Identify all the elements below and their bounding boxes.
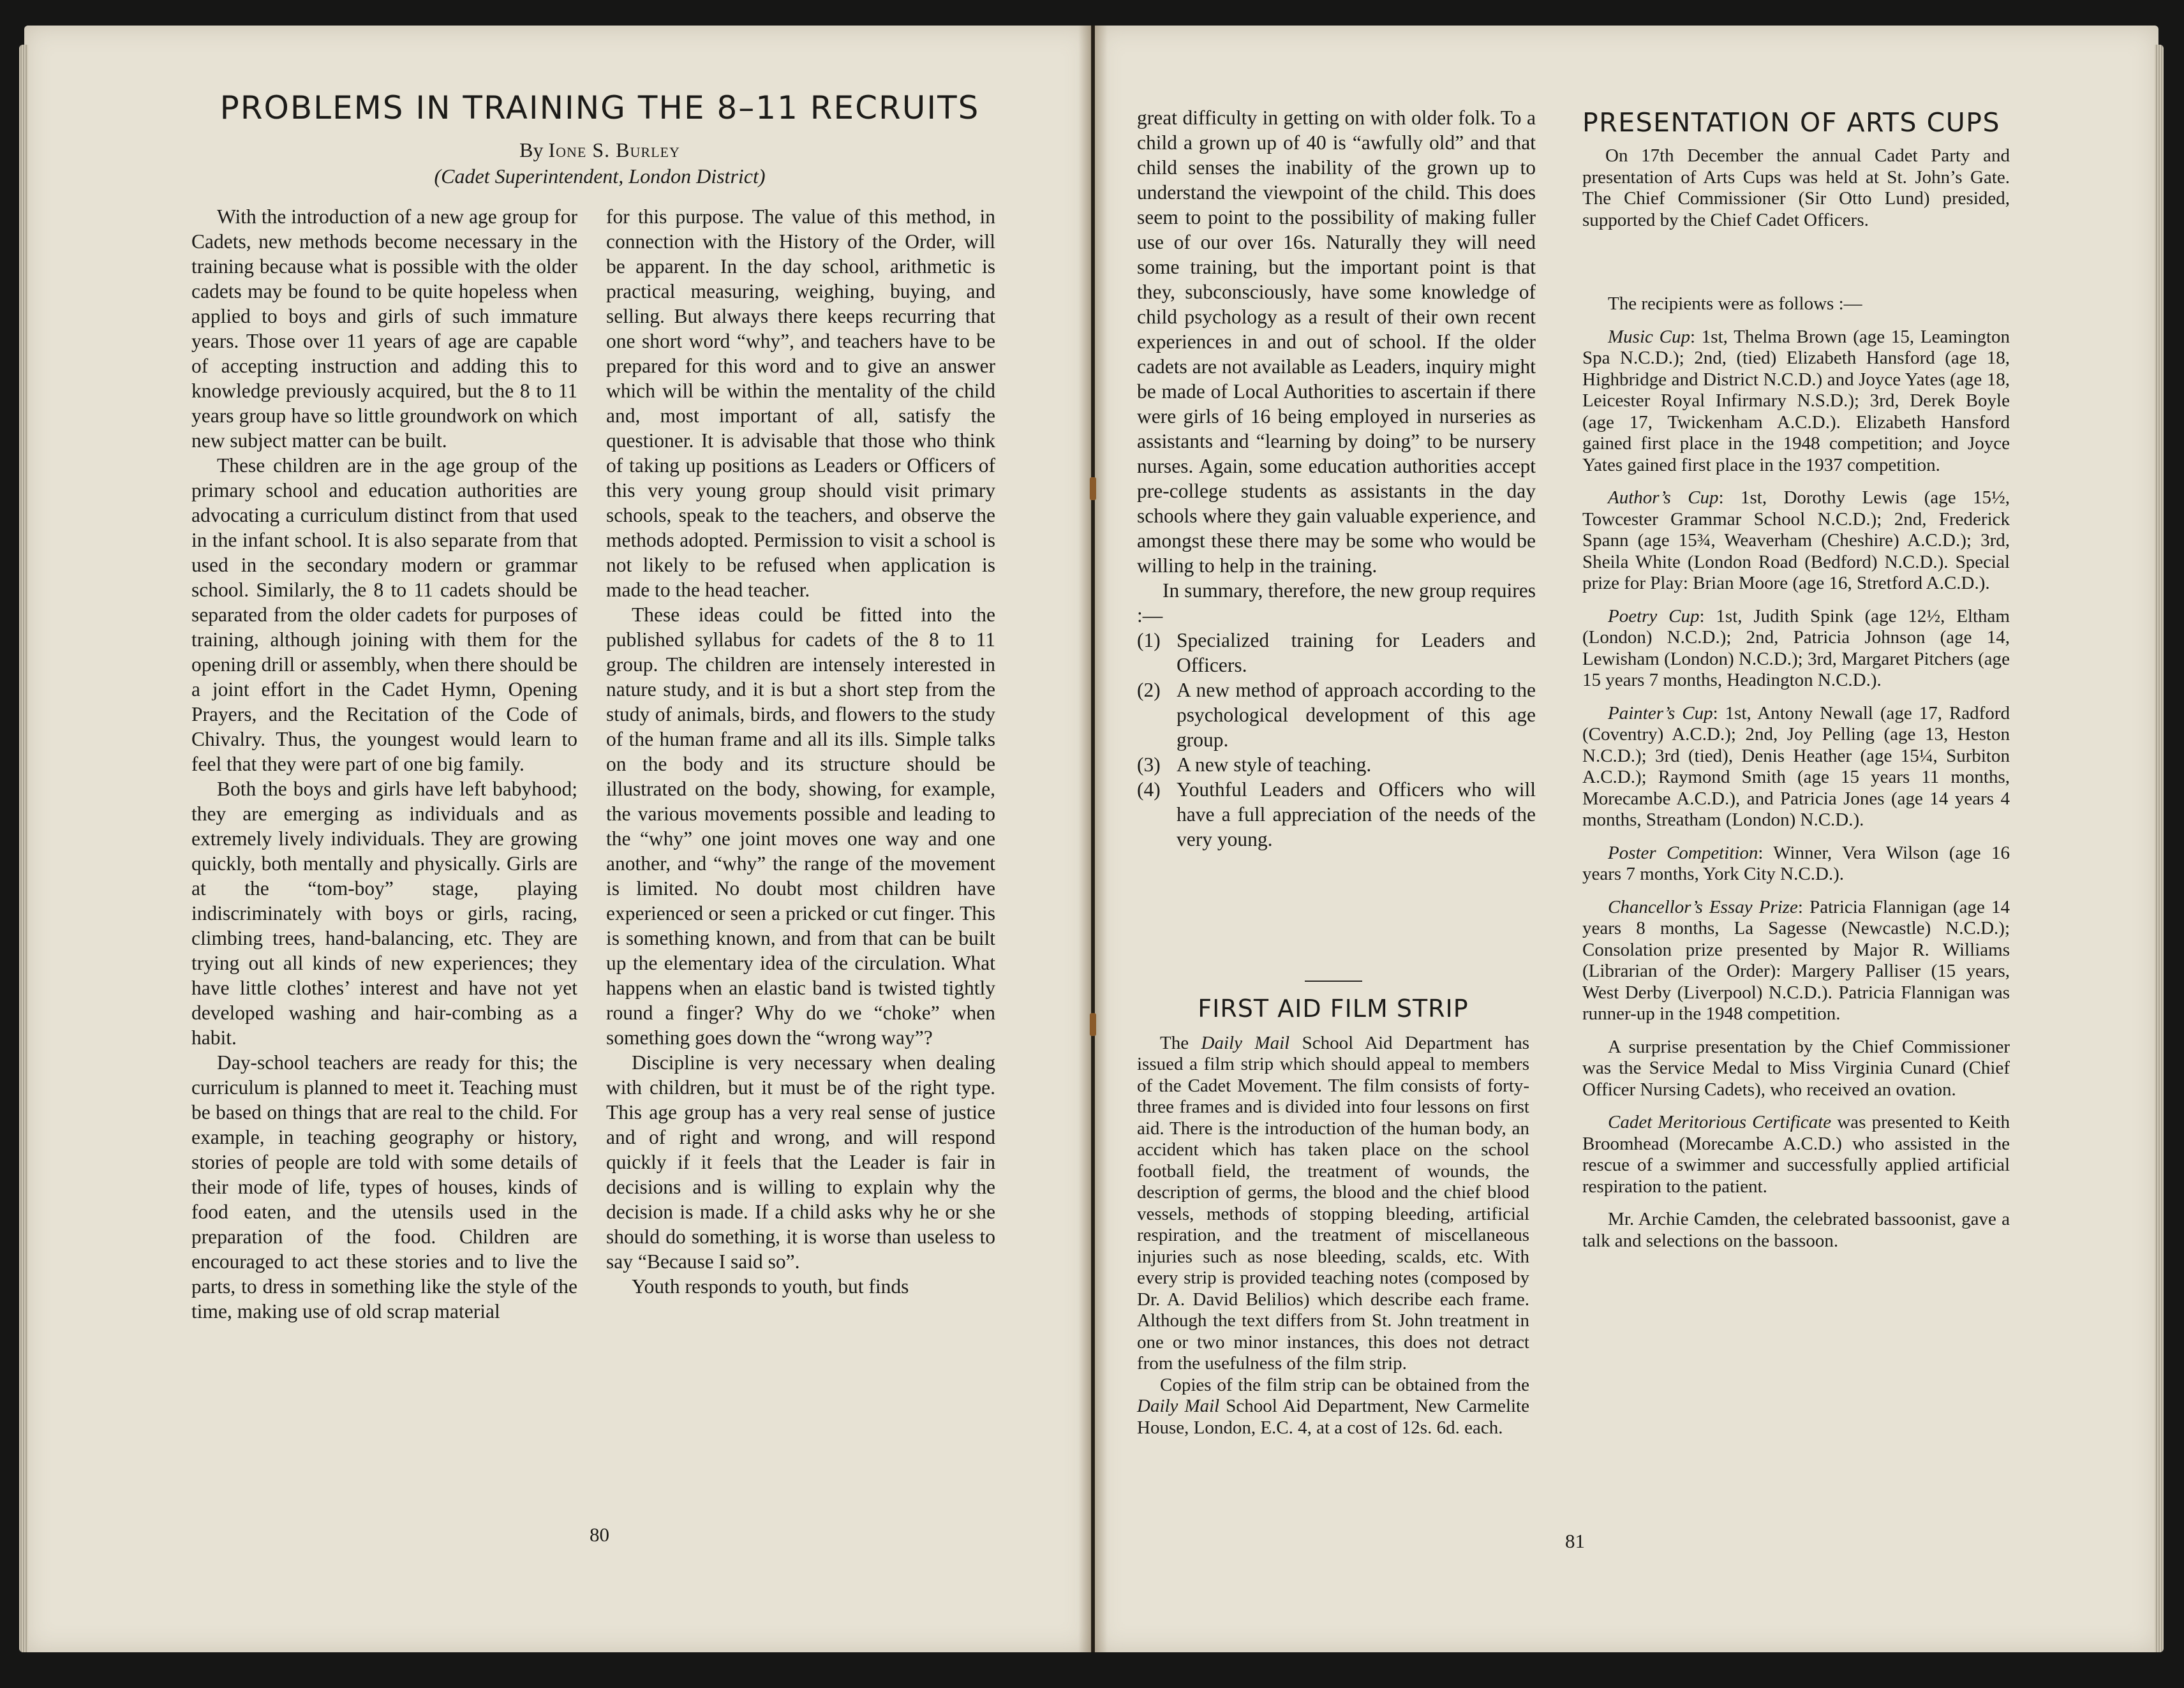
paragraph: Youth responds to youth, but finds — [632, 1275, 909, 1298]
text-run: School Aid Department, New Carmelite House, London, E.C. 4, at a cost of 12s. 6d. each. — [1137, 1396, 1529, 1438]
page-edges-right — [2155, 45, 2164, 1652]
text-run: School Aid Department has issued a film strip which should appeal to members of the Cadet Movement. The film consists of forty-three frames and is divided into four lessons on first aid. There is the introduction of the human body, an accident which has taken place on the school football field, the treatment of wounds, the description of germs, the blood and the chief blood vessels, methods of stopping bleeding, artificial respiration, and the treatment of miscellaneous injuries such as nose bleeding, scalds, etc. With every strip is provided teaching notes (composed by Dr. A. David Belilios) which describe each frame. Although the text differs from St. John treatment in one or two minor instances, this does not detract from the usefulness of the film strip. — [1137, 1032, 1529, 1373]
paragraph: The recipients were as follows :— — [1608, 293, 1862, 314]
award-entry — [1582, 703, 2010, 831]
text-run: The — [1160, 1032, 1201, 1053]
award-entry — [1582, 487, 2010, 595]
byline-prefix: By — [519, 138, 544, 161]
arts-cups-intro — [1582, 145, 2010, 242]
page-edges-left — [19, 45, 28, 1652]
newspaper-name: Daily Mail — [1137, 1396, 1220, 1416]
paragraph: Day-school teachers are ready for this; the curriculum is planned to meet it. Teaching must be based on things that are real to the child. For example, in teaching geography or history, stories of people are told with some details of their mode of life, types of houses, kinds of food eaten, and the utensils used in the preparation of the food. Children are encouraged to act these stories and to live the parts, to dress in something like the style of the time, making use of old scrap material — [191, 1051, 577, 1322]
award-text: : 1st, Judith Spink (age 12½, Eltham (London) N.C.D.); 2nd, Patricia Johnson (age 14, Lewisham (London) N.C.D.); 3rd, Margaret Pitchers (age 15 years 7 months, Headington N.C.D.). — [1582, 605, 2010, 690]
page-number: 81 — [1565, 1530, 1585, 1552]
paragraph — [1137, 1033, 1529, 1375]
page-number: 80 — [590, 1523, 609, 1546]
award-entry — [1582, 843, 2010, 885]
article-column-3 — [1137, 105, 1536, 852]
item-text: Youthful Leaders and Officers who will have a full appreciation of the needs of the very young. — [1177, 778, 1536, 850]
article-column-2 — [606, 204, 995, 1299]
staple — [1090, 477, 1096, 500]
list-item — [1137, 752, 1536, 777]
item-text: A new style of teaching. — [1177, 753, 1372, 776]
item-number: (3) — [1137, 753, 1161, 776]
text-run: Copies of the film strip can be obtained from the — [1160, 1374, 1529, 1395]
book-gutter — [1078, 26, 1108, 1652]
paragraph: These children are in the age group of the primary school and education authorities are advocating a curriculum distinct from that used in the infant school. It is also separate from that used in the secondary modern or grammar school. Similarly, the 8 to 11 cadets should be separated from the older cadets for purposes of training, although joining with them for the opening drill or assembly, when there should be a joint effort in the Cadet Hymn, Opening Prayers, and the Recitation of the Code of Chivalry. Thus, the youngest would learn to feel that they were part of one big family. — [191, 454, 577, 775]
article-column-1 — [191, 204, 577, 1324]
award-entry — [1582, 1112, 2010, 1197]
item-number: (4) — [1137, 778, 1161, 801]
list-item — [1137, 777, 1536, 852]
award-entry — [1582, 606, 2010, 692]
section-heading: FIRST AID FILM STRIP — [1198, 995, 1469, 1023]
paragraph: A surprise presentation by the Chief Commissioner was the Service Medal to Miss Virginia Cunard (Chief Officer Nursing Cadets), who received an ovation. — [1582, 1036, 2010, 1100]
article-byline — [185, 138, 1014, 162]
award-title: Poetry Cup — [1608, 605, 1700, 626]
award-entry — [1582, 897, 2010, 1025]
award-text: : 1st, Antony Newall (age 17, Radford (Coventry) A.C.D.); 2nd, Joy Pelling (age 13, Heston N.C.D.); 3rd (tied), Denis Heather (age 15¼, Surbiton A.C.D.); Raymond Smith (age 15 years 11 months, Morecambe A.C.D.), and Patricia Jones (age 14 years 4 months, Streatham (London) N.C.D.). — [1582, 702, 2010, 830]
newspaper-name: Daily Mail — [1201, 1032, 1290, 1053]
paragraph: With the introduction of a new age group for Cadets, new methods become necessary in the training because what is possible with the older cadets may be found to be quite hopeless when applied to boys and girls of such immature years. Those over 11 years of age are capable of accepting instruction and adding this to knowledge previously acquired, but the 8 to 11 years group have so little groundwork on which new subject matter can be built. — [191, 205, 577, 452]
paragraph: Both the boys and girls have left babyhood; they are emerging as individuals and as extremely lively individuals. They are growing quickly, both mentally and physically. Girls are at the “tom-boy” stage, playing indiscriminately with boys or girls, racing, climbing trees, hand-balancing, etc. They are trying out all kinds of new experiences; they have little clothes’ interest and have not yet developed washing and hair-combing as a habit. — [191, 778, 577, 1049]
paragraph: In summary, therefore, the new group requires :— — [1137, 579, 1536, 626]
staple — [1090, 1013, 1096, 1036]
author-role: (Cadet Superintendent, London District) — [434, 165, 766, 188]
award-title: Poster Competition — [1608, 842, 1758, 863]
award-entry — [1582, 327, 2010, 477]
award-title: Painter’s Cup — [1608, 702, 1713, 723]
award-text: : Winner, Vera Wilson (age 16 years 7 months, York City N.C.D.). — [1582, 842, 2010, 884]
requirements-list — [1137, 628, 1536, 852]
award-text: : 1st, Dorothy Lewis (age 15½, Towcester Grammar School N.C.D.); 2nd, Frederick Spann (age 15¾, Weaverham (Cheshire) A.C.D.); 3rd, Sheila White (London Road (Bedford) N.C.D.). Special prize for Play: Brian Moore (age 16, Stretford A.C.D.). — [1582, 487, 2010, 593]
item-text: A new method of approach according to the psychological development of this age group. — [1177, 679, 1536, 751]
paragraph: great difficulty in getting on with older folk. To a child a grown up of 40 is “awfully old” and that child senses the inability of the grown up to understand the viewpoint of the child. This does seem to point to the possibility of making fuller use of our over 16s. Naturally they will need some training, but the important point is that they, subconsciously, have some knowledge of child psychology as a result of their own recent experiences in and out of school. If the older cadets are not available as Leaders, inquiry might be made of Local Authorities to ascertain if there were girls of 16 being employed in nurseries as assistants and “learning by doing” to be nursery nurses. Again, some education authorities accept pre-college students as assistants in the day schools where they gain valuable experience, and amongst these there may be some who would be willing to help in the training. — [1137, 107, 1536, 577]
paragraph: Mr. Archie Camden, the celebrated bassoonist, gave a talk and selections on the bassoon. — [1582, 1209, 2010, 1251]
award-title: Author’s Cup — [1608, 487, 1719, 508]
award-text: : Patricia Flannigan (age 14 years 8 months, La Sagesse (Newcastle) N.C.D.); Consolation prize presented by Major R. Williams (Librarian of the Order): Margery Palliser (15 years, West Derby (Liverpool) N.C.D.). Patricia Flannigan was runner-up in the 1948 competition. — [1582, 896, 2010, 1024]
arts-cups-awards — [1582, 293, 2010, 1252]
paragraph: These ideas could be fitted into the published syllabus for cadets of the 8 to 11 group. The children are intensely interested in nature study, and it is but a short step from the study of animals, birds, and flowers to the study of the human frame and all its ills. Simple talks on the body and its structure should be illustrated on the body, showing, for example, the various movements possible and leading to the “why” one joint moves one way and one another, and “why” the range of the movement is limited. No doubt most children have experienced or seen a pricked or cut finger. This is something known, and from that can be built up the elementary idea of the circulation. What happens when an elastic band is twisted tightly round a finger? Why do we “choke” when something goes down the “wrong way”? — [606, 603, 995, 1049]
award-title: Chancellor’s Essay Prize — [1608, 896, 1798, 917]
item-number: (2) — [1137, 679, 1161, 701]
list-item — [1137, 677, 1536, 752]
first-aid-section — [1137, 960, 1529, 1439]
author-name: Ione S. Burley — [548, 138, 680, 161]
award-title: Cadet Meritorious Certificate — [1608, 1112, 1832, 1132]
item-number: (1) — [1137, 629, 1161, 651]
paragraph: Discipline is very necessary when dealing with children, but it must be of the right type. This age group has a very real sense of justice and of right and wrong, and will respond quickly if it feels that the Leader is fair in decisions and is willing to explain why the decision is made. If a child asks why he or she should do something, it is worse than useless to say “Because I said so”. — [606, 1051, 995, 1273]
paragraph: On 17th December the annual Cadet Party and presentation of Arts Cups was held at St. John’s Gate. The Chief Commissioner (Sir Otto Lund) presided, supported by the Chief Cadet Officers. — [1582, 145, 2010, 230]
paragraph — [1137, 1375, 1529, 1439]
item-text: Specialized training for Leaders and Officers. — [1177, 629, 1536, 676]
award-title: Music Cup — [1608, 326, 1690, 347]
award-text: : 1st, Thelma Brown (age 15, Leamington Spa N.C.D.); 2nd, (tied) Elizabeth Hansford (age 18, Highbridge and District N.C.D.) and Joyce Yates (age 18, Leicester Royal Infirmary N.S.D.); 3rd, Derek Boyle (age 17, Twickenham A.C.D.). Elizabeth Hansford gained first place in the 1948 competition; and Joyce Yates gained first place in the 1937 competition. — [1582, 326, 2010, 475]
award-text: was presented to Keith Broomhead (Morecambe A.C.D.) who assisted in the rescue of a swimmer and successfully applied artificial respiration to the patient. — [1582, 1112, 2010, 1197]
article-title: PROBLEMS IN TRAINING THE 8–11 RECRUITS — [219, 89, 980, 126]
list-item — [1137, 628, 1536, 677]
section-heading: PRESENTATION OF ARTS CUPS — [1582, 107, 2000, 138]
paragraph: for this purpose. The value of this method, in connection with the History of the Order, will be apparent. In the day school, arithmetic is practical measuring, weighing, buying, and selling. But always there keeps recurring that one short word “why”, and teachers have to be prepared for this word and to give an answer which will be within the mentality of the child and, most important of all, satisfy the questioner. It is advisable that those who think of taking up positions as Leaders or Officers of this very young group should visit primary schools, speak to the teachers, and observe the methods adopted. Permission to visit a school is not likely to be refused when application is made to the head teacher. — [606, 205, 995, 601]
section-divider — [1305, 981, 1362, 982]
